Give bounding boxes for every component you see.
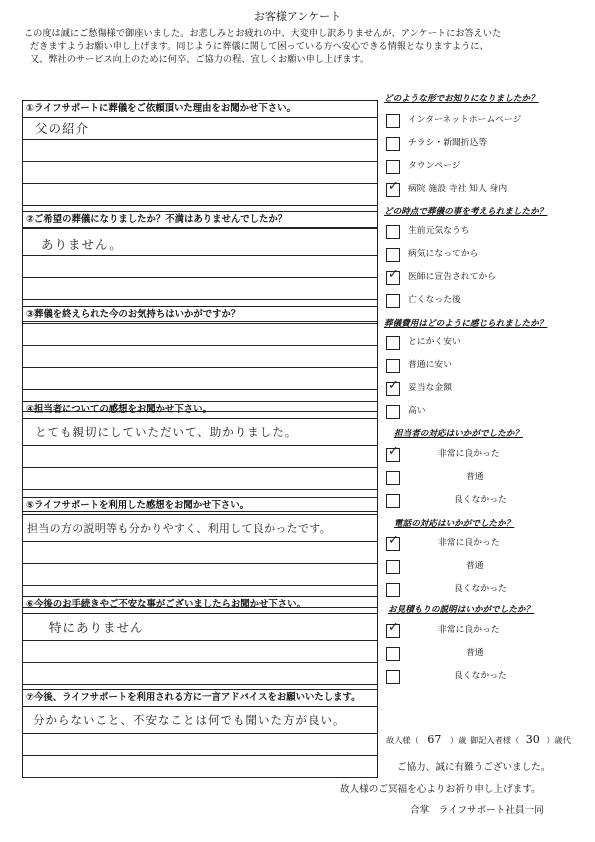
section-heading: 電話の対応はいかがでしたか？ bbox=[394, 519, 515, 529]
handwritten-answer: とても親切にしていただいて、助かりました。 bbox=[35, 425, 298, 439]
checkbox[interactable] bbox=[386, 137, 400, 151]
check-mark-icon: ✓ bbox=[388, 444, 399, 459]
option-label: 普通 bbox=[466, 472, 484, 482]
deceased-age-field[interactable] bbox=[386, 733, 466, 746]
option-label: 亡くなった後 bbox=[408, 295, 461, 305]
answer-line[interactable] bbox=[23, 641, 377, 663]
option-label: 非常に良かった bbox=[438, 625, 500, 635]
check-mark-icon: ✓ bbox=[388, 267, 399, 282]
deceased-age-unit: ）歳 bbox=[449, 735, 467, 745]
handwritten-answer: ありません。 bbox=[41, 237, 123, 252]
intro-line: だきますようお願い申し上げます。同じように葬儀に関して困っている方へ安心できる情報となりますように、 bbox=[30, 41, 489, 52]
section-heading: 担当者の対応はいかがでしたか？ bbox=[394, 429, 523, 439]
answer-line[interactable] bbox=[23, 368, 377, 390]
intro-line: この度は誠にご愁傷様で御座いました。お悲しみとお疲れの中、大変申し訳ありませんが、アンケートにお答えいた bbox=[24, 28, 502, 39]
thanks-text: ご協力、誠に有難うございました。 bbox=[397, 762, 551, 773]
respondent-age-unit: ）歳代 bbox=[546, 735, 571, 745]
survey-title: お客様アンケート bbox=[253, 10, 342, 23]
respondent-age-label: 御記入者様（ bbox=[470, 735, 520, 745]
checkbox[interactable] bbox=[386, 405, 400, 419]
intro-text bbox=[24, 27, 574, 66]
checkbox[interactable] bbox=[386, 583, 400, 597]
question-5 bbox=[22, 497, 378, 608]
option-label: 妥当な金額 bbox=[408, 383, 452, 393]
checkbox[interactable] bbox=[386, 359, 400, 373]
question-1 bbox=[22, 100, 378, 228]
option-label: 良くなかった bbox=[454, 495, 507, 505]
section-heading: どのような形でお知りになりましたか？ bbox=[384, 94, 539, 104]
section-heading: どの時点で葬儀の事を考えられましたか？ bbox=[384, 207, 548, 217]
answer-line[interactable] bbox=[23, 278, 377, 300]
answer-line[interactable] bbox=[23, 184, 377, 206]
check-mark-icon: ✓ bbox=[388, 533, 399, 548]
option-label: 生前元気なうち bbox=[408, 226, 470, 236]
question-4 bbox=[22, 401, 378, 512]
checkbox[interactable] bbox=[386, 444, 400, 462]
handwritten-answer: 分からないこと、不安なことは何でも聞いた方が良い。 bbox=[33, 713, 346, 727]
option-label: 非常に良かった bbox=[438, 538, 500, 548]
answer-line[interactable] bbox=[23, 419, 377, 446]
question-label: ④担当者についての感想をお聞かせ下さい。 bbox=[23, 402, 377, 419]
answer-line[interactable] bbox=[23, 663, 377, 685]
question-label: ①ライフサポートに葬儀をご依頼頂いた理由をお聞かせ下さい。 bbox=[23, 101, 377, 118]
checkbox[interactable] bbox=[386, 494, 400, 508]
check-mark-icon: ✓ bbox=[388, 179, 399, 194]
checkbox[interactable] bbox=[386, 294, 400, 308]
respondent-age-value: 30 bbox=[525, 733, 540, 746]
option-label: 良くなかった bbox=[454, 671, 507, 681]
checkbox[interactable] bbox=[386, 114, 400, 128]
answer-line[interactable] bbox=[23, 734, 377, 756]
option-label: 医師に宣告されてから bbox=[408, 272, 496, 282]
answer-line[interactable] bbox=[23, 614, 377, 641]
option-label: 普通 bbox=[466, 561, 484, 571]
option-label: とにかく安い bbox=[408, 337, 461, 347]
answer-line[interactable] bbox=[23, 446, 377, 468]
prayer-text: 故人様のご冥福を心よりお祈り申し上げます。 bbox=[340, 784, 541, 795]
handwritten-answer: 父の紹介 bbox=[35, 121, 90, 136]
check-mark-icon: ✓ bbox=[388, 620, 399, 635]
handwritten-answer: 担当の方の説明等も分かりやすく、利用して良かったです。 bbox=[27, 522, 331, 535]
check-mark-icon: ✓ bbox=[388, 378, 399, 393]
option-label: 病気になってから bbox=[408, 249, 479, 259]
closing-text: 合掌 ライフサポート社員一同 bbox=[410, 805, 544, 816]
answer-line[interactable] bbox=[23, 468, 377, 490]
checkbox[interactable] bbox=[386, 267, 400, 285]
respondent-age-field[interactable] bbox=[470, 733, 571, 746]
checkbox[interactable] bbox=[386, 471, 400, 485]
question-label: ⑤ライフサポートを利用した感想をお聞かせ下さい。 bbox=[23, 498, 377, 515]
intro-line: 又、弊社のサービス向上のために何卒、ご協力の程、宜しくお願い申し上げます。 bbox=[30, 54, 370, 65]
option-label: 良くなかった bbox=[454, 584, 507, 594]
checkbox[interactable] bbox=[386, 647, 400, 661]
checkbox[interactable] bbox=[386, 160, 400, 174]
question-label: ⑦今後、ライフサポートを利用される方に一言アドバイスをお願いいたします。 bbox=[23, 690, 377, 707]
section-heading: 葬儀費用はどのように感じられましたか？ bbox=[384, 319, 548, 329]
checkbox[interactable] bbox=[386, 533, 400, 551]
checkbox[interactable] bbox=[386, 179, 400, 197]
answer-line[interactable] bbox=[23, 324, 377, 346]
question-3 bbox=[22, 306, 378, 412]
answer-line[interactable] bbox=[23, 162, 377, 184]
option-label: タウンページ bbox=[408, 161, 461, 171]
answer-line[interactable] bbox=[23, 564, 377, 586]
answer-line[interactable] bbox=[23, 256, 377, 278]
checkbox[interactable] bbox=[386, 670, 400, 684]
option-label: 病院 施設 寺社 知人 身内 bbox=[408, 184, 508, 194]
answer-line[interactable] bbox=[23, 346, 377, 368]
answer-line[interactable] bbox=[23, 707, 377, 734]
option-label: チラシ・新聞折込等 bbox=[408, 138, 488, 148]
checkbox[interactable] bbox=[386, 378, 400, 396]
option-label: 普通 bbox=[466, 648, 484, 658]
answer-line[interactable] bbox=[23, 515, 377, 542]
option-label: 非常に良かった bbox=[438, 449, 500, 459]
checkbox[interactable] bbox=[386, 620, 400, 638]
question-7 bbox=[22, 689, 378, 778]
answer-line[interactable] bbox=[23, 229, 377, 256]
answer-line[interactable] bbox=[23, 140, 377, 162]
deceased-age-label: 故人様（ bbox=[386, 735, 419, 745]
answer-line[interactable] bbox=[23, 756, 377, 777]
answer-line[interactable] bbox=[23, 542, 377, 564]
option-label: 普通に安い bbox=[408, 360, 452, 370]
deceased-age-value: 67 bbox=[427, 733, 442, 746]
checkbox[interactable] bbox=[386, 225, 400, 239]
answer-line[interactable] bbox=[23, 118, 377, 140]
handwritten-answer: 特にありません bbox=[49, 620, 144, 635]
checkbox[interactable] bbox=[386, 336, 400, 350]
question-label: ⑥今後のお手続きやご不安な事がございましたらお聞かせ下さい。 bbox=[23, 597, 377, 614]
option-label: インターネットホームページ bbox=[408, 115, 522, 125]
question-label: ②ご希望の葬儀になりましたか？不満はありませんでしたか？ bbox=[23, 212, 377, 229]
option-label: 高い bbox=[408, 406, 426, 416]
checkbox[interactable] bbox=[386, 560, 400, 574]
section-heading: お見積もりの説明はいかがでしたか？ bbox=[388, 605, 535, 615]
question-label: ③葬儀を終えられた今のお気持ちはいかがですか？ bbox=[23, 307, 377, 324]
checkbox[interactable] bbox=[386, 248, 400, 262]
